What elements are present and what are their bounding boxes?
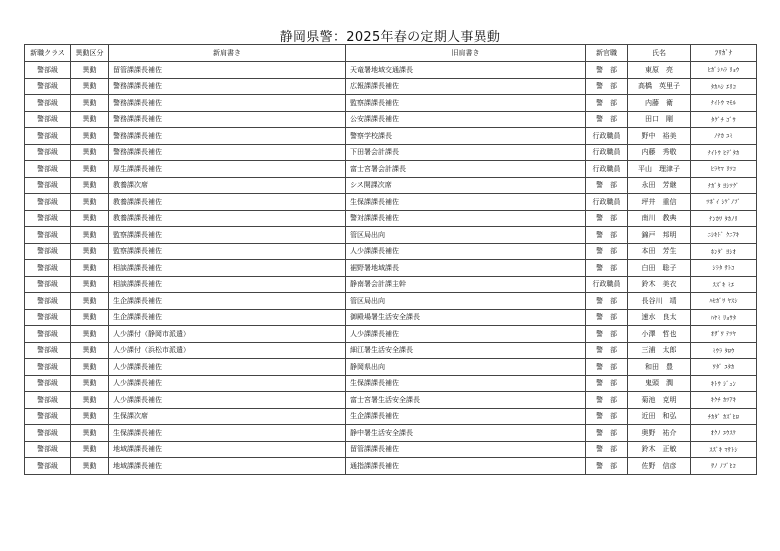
old-title-cell: 人少課課長補佐 <box>346 326 586 343</box>
transfer-type-cell: 異動 <box>71 243 109 260</box>
new-class-cell: 警部級 <box>25 326 71 343</box>
furigana-cell: ｼﾗﾀ ｻﾄｺ <box>691 260 757 277</box>
transfer-type-cell: 異動 <box>71 227 109 244</box>
new-title-cell: 留管課課長補佐 <box>109 62 346 79</box>
name-cell: 速水 良太 <box>628 309 691 326</box>
name-cell: 高橋 英里子 <box>628 78 691 95</box>
name-cell: 本田 芳生 <box>628 243 691 260</box>
new-rank-cell: 警 部 <box>586 326 628 343</box>
new-rank-cell: 警 部 <box>586 78 628 95</box>
new-class-cell: 警部級 <box>25 392 71 409</box>
new-rank-cell: 警 部 <box>586 95 628 112</box>
name-cell: 鈴木 正敏 <box>628 441 691 458</box>
transfer-type-cell: 異動 <box>71 441 109 458</box>
furigana-cell: ﾅｲﾄｳ ﾏﾓﾙ <box>691 95 757 112</box>
old-title-cell: 下田署会計課長 <box>346 144 586 161</box>
table-row <box>25 260 757 277</box>
furigana-cell: ﾊｾｶﾞﾜ ﾔｽｼ <box>691 293 757 310</box>
header-furigana: ﾌﾘｶﾞﾅ <box>691 45 757 62</box>
transfer-type-cell: 異動 <box>71 309 109 326</box>
new-rank-cell: 警 部 <box>586 392 628 409</box>
transfer-type-cell: 異動 <box>71 210 109 227</box>
new-title-cell: 相談課課長補佐 <box>109 276 346 293</box>
transfer-type-cell: 異動 <box>71 458 109 475</box>
new-title-cell: 警務課課長補佐 <box>109 144 346 161</box>
new-title-cell: 監察課課長補佐 <box>109 243 346 260</box>
old-title-cell: 御殿場署生活安全課長 <box>346 309 586 326</box>
name-cell: 長谷川 靖 <box>628 293 691 310</box>
transfer-type-cell: 異動 <box>71 194 109 211</box>
old-title-cell: 静岡県出向 <box>346 359 586 376</box>
table-row <box>25 375 757 392</box>
transfer-type-cell: 異動 <box>71 408 109 425</box>
new-rank-cell: 行政職員 <box>586 144 628 161</box>
new-title-cell: 警務課課長補佐 <box>109 78 346 95</box>
new-rank-cell: 警 部 <box>586 260 628 277</box>
name-cell: 錦戸 邦明 <box>628 227 691 244</box>
table-row <box>25 276 757 293</box>
furigana-cell: ｷｸﾁ ｶﾂｱｷ <box>691 392 757 409</box>
new-class-cell: 警部級 <box>25 177 71 194</box>
furigana-cell: ﾋﾗﾔﾏ ﾘﾂｺ <box>691 161 757 178</box>
table-row <box>25 392 757 409</box>
old-title-cell: 人少課課長補佐 <box>346 243 586 260</box>
name-cell: 佐野 信彦 <box>628 458 691 475</box>
old-title-cell: 富士宮署生活安全課長 <box>346 392 586 409</box>
table-row <box>25 62 757 79</box>
table-row <box>25 78 757 95</box>
furigana-cell: ﾉﾅｶ ﾕﾐ <box>691 128 757 145</box>
furigana-cell: ｽｽﾞｷ ﾏｻﾄｼ <box>691 441 757 458</box>
new-rank-cell: 警 部 <box>586 243 628 260</box>
transfer-type-cell: 異動 <box>71 177 109 194</box>
new-class-cell: 警部級 <box>25 260 71 277</box>
name-cell: 菊池 克明 <box>628 392 691 409</box>
transfer-type-cell: 異動 <box>71 144 109 161</box>
name-cell: 白田 聡子 <box>628 260 691 277</box>
transfer-type-cell: 異動 <box>71 62 109 79</box>
new-rank-cell: 警 部 <box>586 62 628 79</box>
new-rank-cell: 警 部 <box>586 425 628 442</box>
table-row <box>25 359 757 376</box>
new-rank-cell: 警 部 <box>586 309 628 326</box>
furigana-cell: ﾀｶﾊｼ ｴﾘｺ <box>691 78 757 95</box>
transfer-type-cell: 異動 <box>71 161 109 178</box>
table-row <box>25 227 757 244</box>
transfer-type-cell: 異動 <box>71 359 109 376</box>
old-title-cell: 生企課課長補佐 <box>346 408 586 425</box>
new-class-cell: 警部級 <box>25 227 71 244</box>
new-class-cell: 警部級 <box>25 210 71 227</box>
new-rank-cell: 行政職員 <box>586 194 628 211</box>
new-rank-cell: 警 部 <box>586 408 628 425</box>
table-row <box>25 144 757 161</box>
name-cell: 内藤 衛 <box>628 95 691 112</box>
transfer-type-cell: 異動 <box>71 425 109 442</box>
header-new-rank: 新官職 <box>586 45 628 62</box>
table-row <box>25 441 757 458</box>
new-class-cell: 警部級 <box>25 359 71 376</box>
transfer-type-cell: 異動 <box>71 293 109 310</box>
new-class-cell: 警部級 <box>25 62 71 79</box>
old-title-cell: 静中署生活安全課長 <box>346 425 586 442</box>
new-rank-cell: 警 部 <box>586 342 628 359</box>
new-class-cell: 警部級 <box>25 276 71 293</box>
table-row <box>25 111 757 128</box>
old-title-cell: 管区局出向 <box>346 293 586 310</box>
new-rank-cell: 行政職員 <box>586 161 628 178</box>
new-class-cell: 警部級 <box>25 161 71 178</box>
table-header-row <box>25 45 757 62</box>
transfer-type-cell: 異動 <box>71 260 109 277</box>
transfer-type-cell: 異動 <box>71 375 109 392</box>
new-title-cell: 警務課課長補佐 <box>109 111 346 128</box>
new-title-cell: 警務課課長補佐 <box>109 128 346 145</box>
old-title-cell: 生保課課長補佐 <box>346 375 586 392</box>
old-title-cell: 広報課課長補佐 <box>346 78 586 95</box>
new-rank-cell: 警 部 <box>586 227 628 244</box>
new-title-cell: 人少課課長補佐 <box>109 375 346 392</box>
name-cell: 近田 和弘 <box>628 408 691 425</box>
new-rank-cell: 行政職員 <box>586 128 628 145</box>
table-row <box>25 95 757 112</box>
transfer-type-cell: 異動 <box>71 78 109 95</box>
old-title-cell: 監察課課長補佐 <box>346 95 586 112</box>
new-rank-cell: 警 部 <box>586 177 628 194</box>
old-title-cell: 通指課課長補佐 <box>346 458 586 475</box>
furigana-cell: ﾅﾝｶﾜ ﾀｶﾉﾘ <box>691 210 757 227</box>
new-class-cell: 警部級 <box>25 78 71 95</box>
new-title-cell: 教養課課長補佐 <box>109 210 346 227</box>
old-title-cell: 公安課課長補佐 <box>346 111 586 128</box>
transfer-type-cell: 異動 <box>71 342 109 359</box>
header-transfer-type: 異動区分 <box>71 45 109 62</box>
furigana-cell: ﾊﾔﾐ ﾘｮｳﾀ <box>691 309 757 326</box>
new-title-cell: 監察課課長補佐 <box>109 227 346 244</box>
header-new-class: 新職クラス <box>25 45 71 62</box>
transfer-type-cell: 異動 <box>71 326 109 343</box>
new-class-cell: 警部級 <box>25 194 71 211</box>
table-row <box>25 326 757 343</box>
table-row <box>25 425 757 442</box>
table-row <box>25 342 757 359</box>
new-title-cell: 生企課課長補佐 <box>109 293 346 310</box>
new-rank-cell: 警 部 <box>586 359 628 376</box>
furigana-cell: ｽｽﾞｷ ﾐｴ <box>691 276 757 293</box>
old-title-cell: 細江署生活安全課長 <box>346 342 586 359</box>
furigana-cell: ｷﾄｳ ｼﾞｭﾝ <box>691 375 757 392</box>
header-name: 氏名 <box>628 45 691 62</box>
table-row <box>25 458 757 475</box>
new-title-cell: 相談課課長補佐 <box>109 260 346 277</box>
old-title-cell: 富士宮署会計課長 <box>346 161 586 178</box>
name-cell: 野中 裕美 <box>628 128 691 145</box>
name-cell: 南川 教典 <box>628 210 691 227</box>
table-row <box>25 293 757 310</box>
old-title-cell: 生保課課長補佐 <box>346 194 586 211</box>
table-row <box>25 408 757 425</box>
name-cell: 和田 豊 <box>628 359 691 376</box>
name-cell: 永田 芳継 <box>628 177 691 194</box>
old-title-cell: シス開課次席 <box>346 177 586 194</box>
table-row <box>25 161 757 178</box>
name-cell: 平山 理津子 <box>628 161 691 178</box>
name-cell: 鬼頭 潤 <box>628 375 691 392</box>
new-title-cell: 教養課課長補佐 <box>109 194 346 211</box>
name-cell: 三浦 太郎 <box>628 342 691 359</box>
new-class-cell: 警部級 <box>25 408 71 425</box>
name-cell: 鈴木 美衣 <box>628 276 691 293</box>
transfer-type-cell: 異動 <box>71 111 109 128</box>
furigana-cell: ﾅｶﾞﾀ ﾖｼﾂｸﾞ <box>691 177 757 194</box>
personnel-table <box>24 44 757 475</box>
new-title-cell: 教養課次席 <box>109 177 346 194</box>
table-row <box>25 177 757 194</box>
new-class-cell: 警部級 <box>25 144 71 161</box>
furigana-cell: ﾂﾎﾞｲ ｼｹﾞﾉﾌﾞ <box>691 194 757 211</box>
name-cell: 奥野 祐介 <box>628 425 691 442</box>
furigana-cell: ﾁｶﾀﾞ ｶｽﾞﾋﾛ <box>691 408 757 425</box>
furigana-cell: ﾀｸﾞﾁ ｺﾞｳ <box>691 111 757 128</box>
new-rank-cell: 警 部 <box>586 458 628 475</box>
new-class-cell: 警部級 <box>25 309 71 326</box>
new-title-cell: 地域課課長補佐 <box>109 458 346 475</box>
old-title-cell: 裾野署地域課長 <box>346 260 586 277</box>
old-title-cell: 静南署会計課主幹 <box>346 276 586 293</box>
new-class-cell: 警部級 <box>25 375 71 392</box>
furigana-cell: ﾜﾀﾞ ﾕﾀｶ <box>691 359 757 376</box>
new-title-cell: 生企課課長補佐 <box>109 309 346 326</box>
furigana-cell: ｻﾉ ﾉﾌﾞﾋｺ <box>691 458 757 475</box>
name-cell: 東原 亮 <box>628 62 691 79</box>
new-rank-cell: 警 部 <box>586 375 628 392</box>
new-title-cell: 厚生課課長補佐 <box>109 161 346 178</box>
new-title-cell: 警務課課長補佐 <box>109 95 346 112</box>
new-title-cell: 地域課課長補佐 <box>109 441 346 458</box>
old-title-cell: 管区局出向 <box>346 227 586 244</box>
transfer-type-cell: 異動 <box>71 128 109 145</box>
old-title-cell: 警対課課長補佐 <box>346 210 586 227</box>
new-class-cell: 警部級 <box>25 128 71 145</box>
new-rank-cell: 警 部 <box>586 111 628 128</box>
old-title-cell: 天竜署地域交通課長 <box>346 62 586 79</box>
furigana-cell: ﾅｲﾄｳ ﾋﾃﾞﾀｶ <box>691 144 757 161</box>
new-class-cell: 警部級 <box>25 111 71 128</box>
new-rank-cell: 行政職員 <box>586 276 628 293</box>
page-title: 静岡県警：2025年春の定期人事異動 <box>279 30 501 45</box>
table-row <box>25 243 757 260</box>
new-rank-cell: 警 部 <box>586 293 628 310</box>
new-class-cell: 警部級 <box>25 342 71 359</box>
new-class-cell: 警部級 <box>25 95 71 112</box>
old-title-cell: 留管課課長補佐 <box>346 441 586 458</box>
new-class-cell: 警部級 <box>25 441 71 458</box>
furigana-cell: ｵｻﾞﾜ ﾃﾂﾔ <box>691 326 757 343</box>
transfer-type-cell: 異動 <box>71 392 109 409</box>
furigana-cell: ﾎﾝﾀﾞ ﾖｼｵ <box>691 243 757 260</box>
new-title-cell: 生保課次席 <box>109 408 346 425</box>
name-cell: 坪井 重信 <box>628 194 691 211</box>
header-old-title: 旧肩書き <box>346 45 586 62</box>
name-cell: 田口 剛 <box>628 111 691 128</box>
transfer-type-cell: 異動 <box>71 276 109 293</box>
new-class-cell: 警部級 <box>25 293 71 310</box>
header-new-title: 新肩書き <box>109 45 346 62</box>
furigana-cell: ﾆｼｷﾄﾞ ｸﾆｱｷ <box>691 227 757 244</box>
old-title-cell: 警察学校課長 <box>346 128 586 145</box>
furigana-cell: ﾐｳﾗ ﾀﾛｳ <box>691 342 757 359</box>
table-row <box>25 210 757 227</box>
new-class-cell: 警部級 <box>25 425 71 442</box>
new-title-cell: 人少課課長補佐 <box>109 359 346 376</box>
table-row <box>25 309 757 326</box>
new-class-cell: 警部級 <box>25 243 71 260</box>
name-cell: 小澤 哲也 <box>628 326 691 343</box>
new-class-cell: 警部級 <box>25 458 71 475</box>
new-title-cell: 生保課課長補佐 <box>109 425 346 442</box>
new-title-cell: 人少課付（浜松市派遣） <box>109 342 346 359</box>
new-rank-cell: 警 部 <box>586 441 628 458</box>
new-rank-cell: 警 部 <box>586 210 628 227</box>
furigana-cell: ﾋｶﾞｼﾊﾗ ﾘｮｳ <box>691 62 757 79</box>
furigana-cell: ｵｸﾉ ﾕｳｽｹ <box>691 425 757 442</box>
name-cell: 内藤 秀敬 <box>628 144 691 161</box>
transfer-type-cell: 異動 <box>71 95 109 112</box>
new-title-cell: 人少課課長補佐 <box>109 392 346 409</box>
table-row <box>25 194 757 211</box>
table-row <box>25 128 757 145</box>
new-title-cell: 人少課付（静岡市派遣） <box>109 326 346 343</box>
